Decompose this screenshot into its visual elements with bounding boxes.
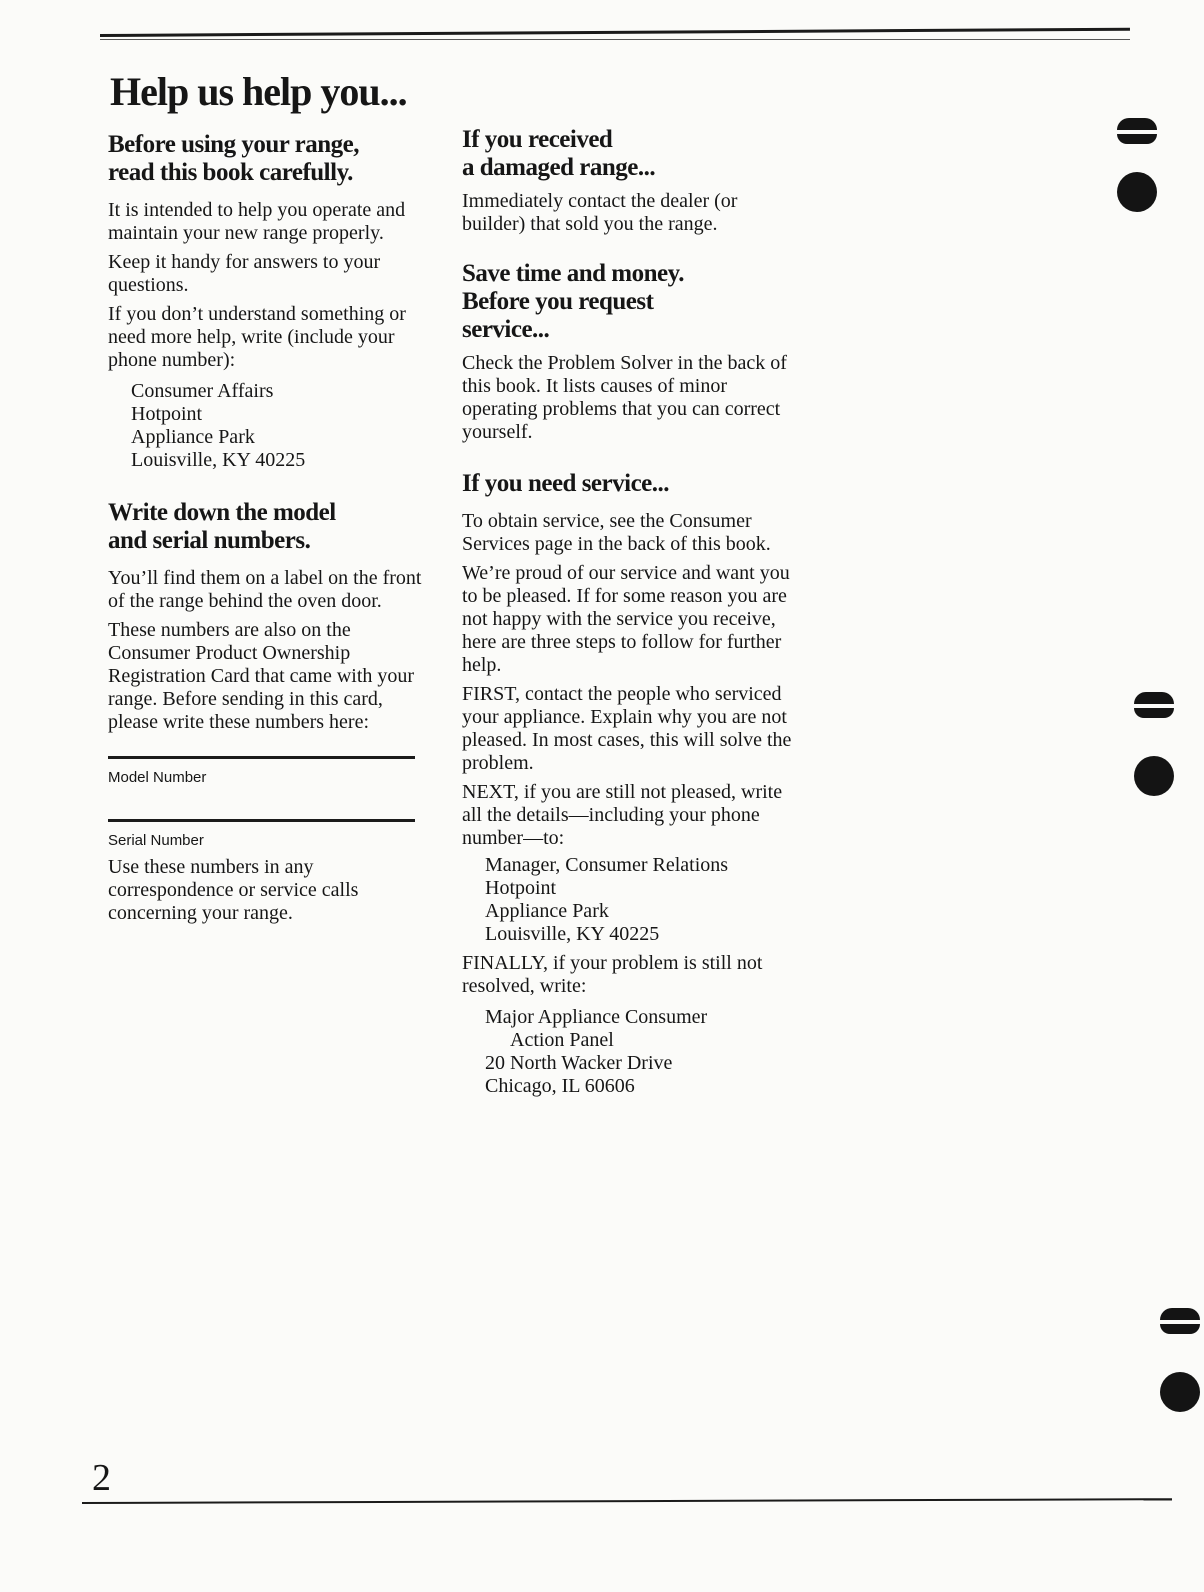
consumer-relations-address: Manager, Consumer Relations Hotpoint Appliance Park Louisville, KY 40225 — [485, 854, 729, 945]
obtain-service-paragraph: To obtain service, see the Consumer Services page in the back of this book. — [462, 510, 771, 555]
binder-semicircle-icon — [1160, 1308, 1200, 1320]
model-number-field — [108, 756, 423, 787]
action-panel-address: Major Appliance Consumer Action Panel 20 North Wacker Drive Chicago, IL 60606 — [485, 1006, 708, 1097]
problem-solver-paragraph: Check the Problem Solver in the back of this book. It lists causes of minor operating problems that you can correct yourself. — [462, 352, 787, 443]
before-using-heading: Before using your range, read this book carefully. — [108, 131, 359, 186]
use-numbers-paragraph: Use these numbers in any correspondence or service calls concerning your range. — [108, 856, 359, 924]
keep-handy-paragraph: Keep it handy for answers to your questions. — [108, 251, 381, 296]
need-help-paragraph: If you don’t understand something or need more help, write (include your phone number): — [108, 303, 406, 371]
bottom-rule — [82, 1498, 1172, 1504]
first-step-paragraph: FIRST, contact the people who serviced your appliance. Explain why you are not pleased. In most cases, this will solve the problem. — [462, 683, 792, 774]
page-title: Help us help you... — [110, 69, 407, 114]
damaged-range-heading: If you received a damaged range... — [462, 126, 656, 181]
proud-service-paragraph: We’re proud of our service and want you to be pleased. If for some reason you are not happy with the service you receive, here are three steps to follow for further help. — [462, 562, 790, 676]
registration-card-paragraph: These numbers are also on the Consumer Product Ownership Registration Card that came with your range. Before sending in this card, please write these numbers here: — [108, 619, 415, 733]
binder-tab-3 — [1160, 1308, 1200, 1412]
binder-semicircle-icon — [1134, 692, 1174, 704]
finally-step-paragraph: FINALLY, if your problem is still not resolved, write: — [462, 952, 763, 997]
need-service-heading: If you need service... — [462, 470, 670, 497]
binder-tab-2 — [1134, 692, 1174, 796]
model-number-line — [108, 756, 415, 759]
page-number: 2 — [92, 1457, 111, 1499]
top-rule — [100, 28, 1130, 37]
intro-paragraph: It is intended to help you operate and maintain your new range properly. — [108, 199, 406, 244]
serial-number-field — [108, 819, 423, 850]
consumer-affairs-address: Consumer Affairs Hotpoint Appliance Park Louisville, KY 40225 — [131, 380, 306, 471]
binder-semicircle-icon — [1134, 708, 1174, 718]
model-number-label: Model Number — [108, 769, 207, 786]
top-rule-thin — [100, 39, 1130, 40]
label-location-paragraph: You’ll find them on a label on the front of the range behind the oven door. — [108, 567, 422, 612]
binder-semicircle-icon — [1160, 1324, 1200, 1334]
binder-semicircle-icon — [1117, 134, 1157, 144]
write-down-heading: Write down the model and serial numbers. — [108, 499, 336, 554]
save-time-heading: Save time and money. Before you request service... — [462, 260, 684, 343]
damaged-range-paragraph: Immediately contact the dealer (or builder) that sold you the range. — [462, 190, 738, 235]
binder-hole-icon — [1134, 756, 1174, 796]
binder-semicircle-icon — [1117, 118, 1157, 130]
binder-hole-icon — [1117, 172, 1157, 212]
next-step-paragraph: NEXT, if you are still not pleased, write all the details—including your phone number—to: — [462, 781, 783, 849]
left-column — [108, 131, 423, 925]
serial-number-label: Serial Number — [108, 832, 204, 849]
binder-tab-1 — [1117, 118, 1157, 212]
binder-hole-icon — [1160, 1372, 1200, 1412]
right-column — [462, 126, 792, 1098]
serial-number-line — [108, 819, 415, 822]
